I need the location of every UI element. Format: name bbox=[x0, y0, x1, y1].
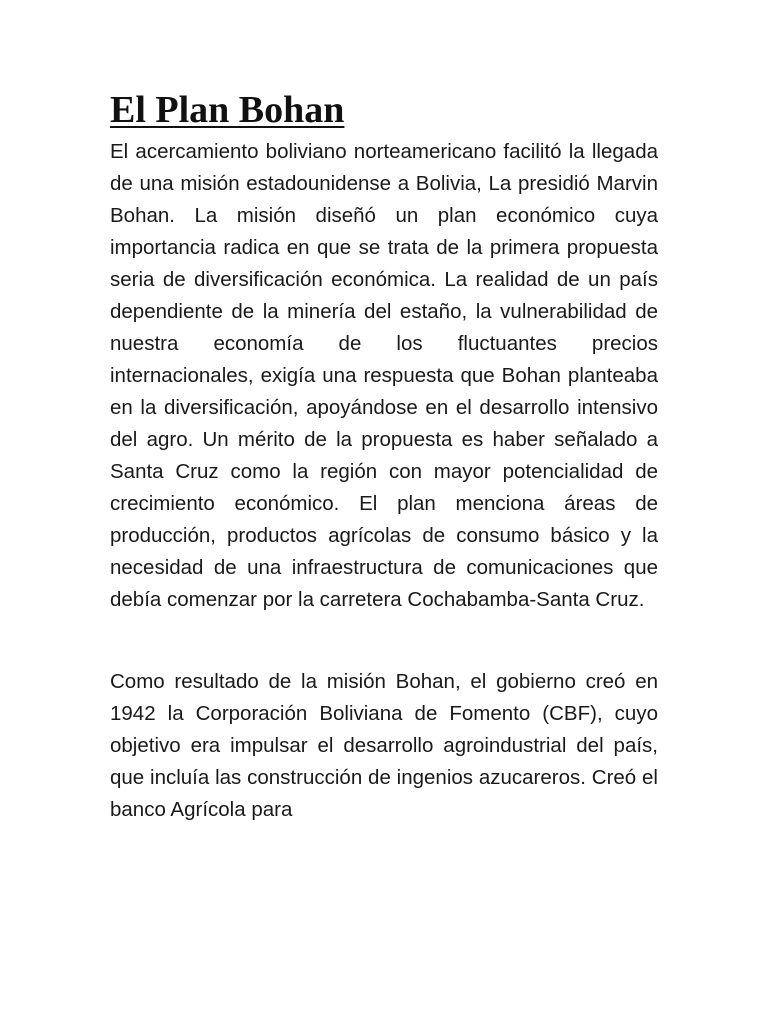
paragraph-2: Como resultado de la misión Bohan, el gobierno creó en 1942 la Corporación Boliviana de Fomento (CBF), cuyo objetivo era impulsar el desarrollo agroindustrial del país, que incluía las construcción de ingenios azucareros. Creó el banco Agrícola para bbox=[110, 670, 658, 821]
document-page bbox=[110, 86, 658, 826]
document-title: El Plan Bohan bbox=[110, 89, 345, 131]
paragraph-1: El acercamiento boliviano norteamericano facilitó la llegada de una misión estadounidense a Bolivia, La presidió Marvin Bohan. La misión diseñó un plan económico cuya importancia radica en que se trata de la primera propuesta seria de diversificación económica. La realidad de un país dependiente de la minería del estaño, la vulnerabilidad de nuestra economía de los fluctuantes precios internacionales, exigía una respuesta que Bohan planteaba en la diversificación, apoyándose en el desarrollo intensivo del agro. Un mérito de la propuesta es haber señalado a Santa Cruz como la región con mayor potencialidad de crecimiento económico. El plan menciona áreas de producción, productos agrícolas de consumo básico y la necesidad de una infraestructura de comunicaciones que debía comenzar por la carretera Cochabamba-Santa Cruz. bbox=[110, 140, 658, 611]
